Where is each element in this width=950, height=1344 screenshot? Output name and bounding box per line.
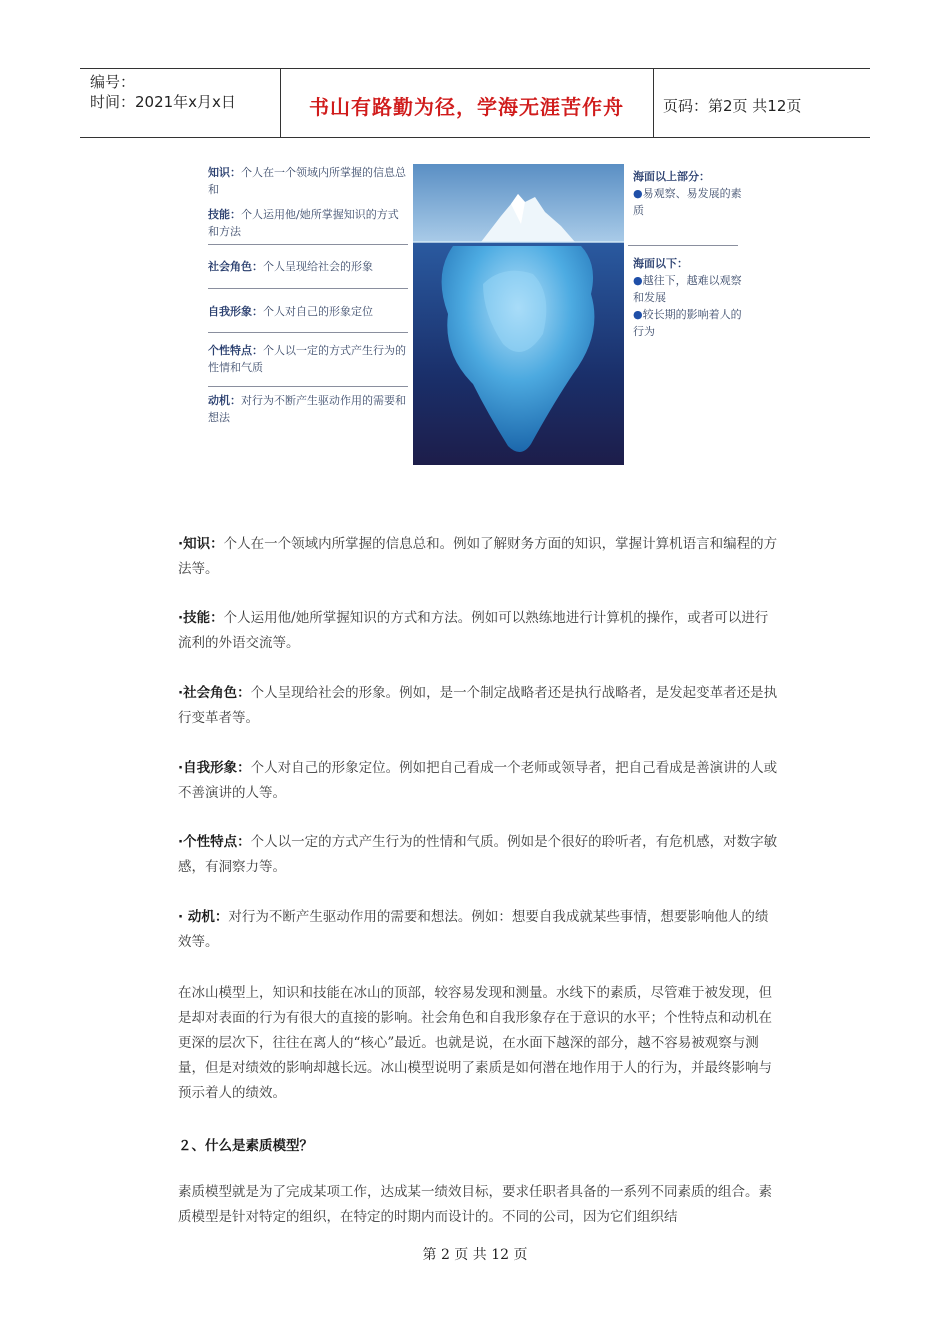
header-page-info: 页码：第2页 共12页: [663, 97, 802, 115]
item-knowledge: ·知识：个人在一个领域内所掌握的信息总和。例如了解财务方面的知识，掌握计算机语言和编程的方法等。: [178, 536, 778, 577]
item-self-image: ·自我形象：个人对自己的形象定位。例如把自己看成一个老师或领导者，把自己看成是善演讲的人或不善演讲的人等。: [178, 760, 778, 801]
label-social-role: 社会角色：个人呈现给社会的形象: [208, 260, 373, 273]
label-motive: 动机：对行为不断产生驱动作用的需要和想法: [208, 394, 406, 424]
item-personality: ·个性特点：个人以一定的方式产生行为的性情和气质。例如是个很好的聆听者，有危机感，对数字敏感，有洞察力等。: [178, 834, 778, 875]
below-sea-item: ●较长期的影响着人的行为: [633, 308, 742, 338]
section-heading: ２、什么是素质模型？: [178, 1138, 313, 1154]
iceberg-image: [413, 164, 624, 465]
page-header: [80, 68, 870, 138]
time-label: 时间：2021年x月x日: [90, 93, 236, 111]
header-meta: [90, 72, 236, 112]
header-motto: 书山有路勤为径，学海无涯苦作舟: [309, 95, 624, 119]
above-sea-item: ●易观察、易发展的素质: [633, 187, 742, 217]
divider-line: [208, 244, 408, 245]
iceberg-figure: [208, 160, 743, 470]
divider-line: [208, 386, 408, 387]
bullet-icon: ●: [633, 308, 643, 321]
below-sea-title: 海面以下：: [633, 257, 688, 270]
above-sea-title: 海面以上部分：: [633, 170, 710, 183]
above-sea-block: [633, 168, 743, 219]
label-self-image: 自我形象：个人对自己的形象定位: [208, 305, 373, 318]
header-divider: [653, 69, 654, 137]
bullet-icon: ●: [633, 187, 643, 200]
label-skill: 技能：个人运用他/她所掌握知识的方式和方法: [208, 208, 399, 238]
waterline-divider: [628, 245, 738, 246]
below-sea-block: [633, 255, 743, 340]
bullet-icon: ●: [633, 274, 643, 287]
below-sea-item: ●越往下，越难以观察和发展: [633, 274, 742, 304]
divider-line: [208, 332, 408, 333]
section-paragraph: 素质模型就是为了完成某项工作，达成某一绩效目标，要求任职者具备的一系列不同素质的组合。素质模型是针对特定的组织，在特定的时期内而设计的。不同的公司，因为它们组织结: [178, 1184, 772, 1225]
divider-line: [208, 288, 408, 289]
item-social-role: ·社会角色：个人呈现给社会的形象。例如，是一个制定战略者还是执行战略者，是发起变革者还是执行变革者等。: [178, 685, 778, 726]
label-knowledge: 知识：个人在一个领域内所掌握的信息总和: [208, 166, 406, 196]
page-footer: 第 2 页 共 12 页: [422, 1247, 528, 1263]
item-motive: · 动机：对行为不断产生驱动作用的需要和想法。例如：想要自我成就某些事情，想要影响他人的绩效等。: [178, 909, 769, 950]
label-personality: 个性特点：个人以一定的方式产生行为的性情和气质: [208, 344, 406, 374]
number-label: 编号：: [90, 73, 136, 91]
item-skill: ·技能：个人运用他/她所掌握知识的方式和方法。例如可以熟练地进行计算机的操作，或者可以进行流利的外语交流等。: [178, 610, 769, 651]
summary-paragraph: 在冰山模型上，知识和技能在冰山的顶部，较容易发现和测量。水线下的素质，尽管难于被发现，但是却对表面的行为有很大的直接的影响。社会角色和自我形象存在于意识的水平；个性特点和动机在更深的层次下，往往在离人的“核心”最近。也就是说，在水面下越深的部分，越不容易被观察与测量，但是对绩效的影响却越长远。冰山模型说明了素质是如何潜在地作用于人的行为，并最终影响与预示着人的绩效。: [178, 985, 772, 1101]
